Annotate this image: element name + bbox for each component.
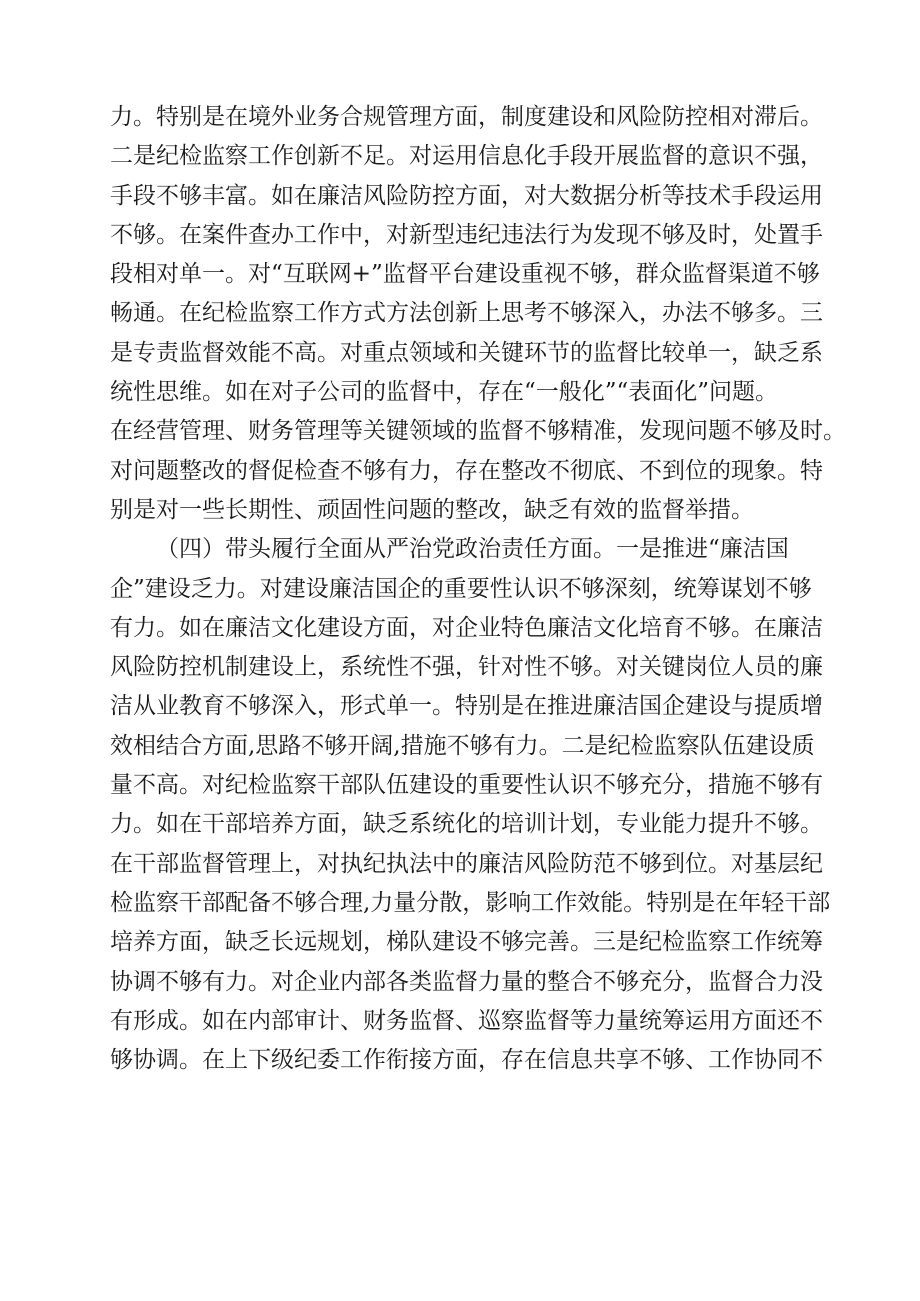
body-text [110,98,850,1080]
text-line: 风险防控机制建设上，系统性不强，针对性不够。对关键岗位人员的廉 [110,654,823,681]
text-line: 效相结合方面,思路不够开阔,措施不够有力。二是纪检监察队伍建设质 [110,732,815,759]
text-line: 有形成。如在内部审计、财务监督、巡察监督等力量统筹运用方面还不 [110,1007,823,1034]
text-line: 二是纪检监察工作创新不足。对运用信息化手段开展监督的意识不强， [110,143,823,170]
text-line: 手段不够丰富。如在廉洁风险防控方面，对大数据分析等技术手段运用 [110,182,823,209]
text-line: 别是对一些长期性、顽固性问题的整改，缺乏有效的监督举措。 [110,496,754,523]
text-line: 企”建设乏力。对建设廉洁国企的重要性认识不够深刻，统筹谋划不够 [110,575,812,602]
text-line: 检监察干部配备不够合理,力量分散，影响工作效能。特别是在年轻干部 [110,889,831,916]
text-line: 洁从业教育不够深入，形式单一。特别是在推进廉洁国企建设与提质增 [110,693,823,720]
text-line: 是专责监督效能不高。对重点领域和关键环节的监督比较单一，缺乏系 [110,339,823,366]
section-heading-line: （四）带头履行全面从严治党政治责任方面。一是推进“廉洁国 [156,536,789,563]
text-line: 不够。在案件查办工作中，对新型违纪违法行为发现不够及时，处置手 [110,221,823,248]
text-line: 在经营管理、财务管理等关键领域的监督不够精准，发现问题不够及时。 [110,418,846,445]
text-line: 够协调。在上下级纪委工作衔接方面，存在信息共享不够、工作协同不 [110,1047,823,1074]
text-line: 力。如在干部培养方面，缺乏系统化的培训计划，专业能力提升不够。 [110,811,823,838]
text-line: 培养方面，缺乏长远规划，梯队建设不够完善。三是纪检监察工作统筹 [110,929,823,956]
text-line: 有力。如在廉洁文化建设方面，对企业特色廉洁文化培育不够。在廉洁 [110,614,823,641]
text-line: 畅通。在纪检监察工作方式方法创新上思考不够深入，办法不够多。三 [110,300,823,327]
text-line: 段相对单一。对“互联网+”监督平台建设重视不够，群众监督渠道不够 [110,261,820,288]
text-line: 力。特别是在境外业务合规管理方面，制度建设和风险防控相对滞后。 [110,104,823,130]
text-line: 对问题整改的督促检查不够有力，存在整改不彻底、不到位的现象。特 [110,457,823,484]
text-line: 统性思维。如在对子公司的监督中，存在“一般化”“表面化”问题。 [110,379,779,406]
text-line: 在干部监督管理上，对执纪执法中的廉洁风险防范不够到位。对基层纪 [110,850,823,877]
text-line: 协调不够有力。对企业内部各类监督力量的整合不够充分，监督合力没 [110,968,823,995]
text-line: 量不高。对纪检监察干部队伍建设的重要性认识不够充分，措施不够有 [110,772,823,799]
